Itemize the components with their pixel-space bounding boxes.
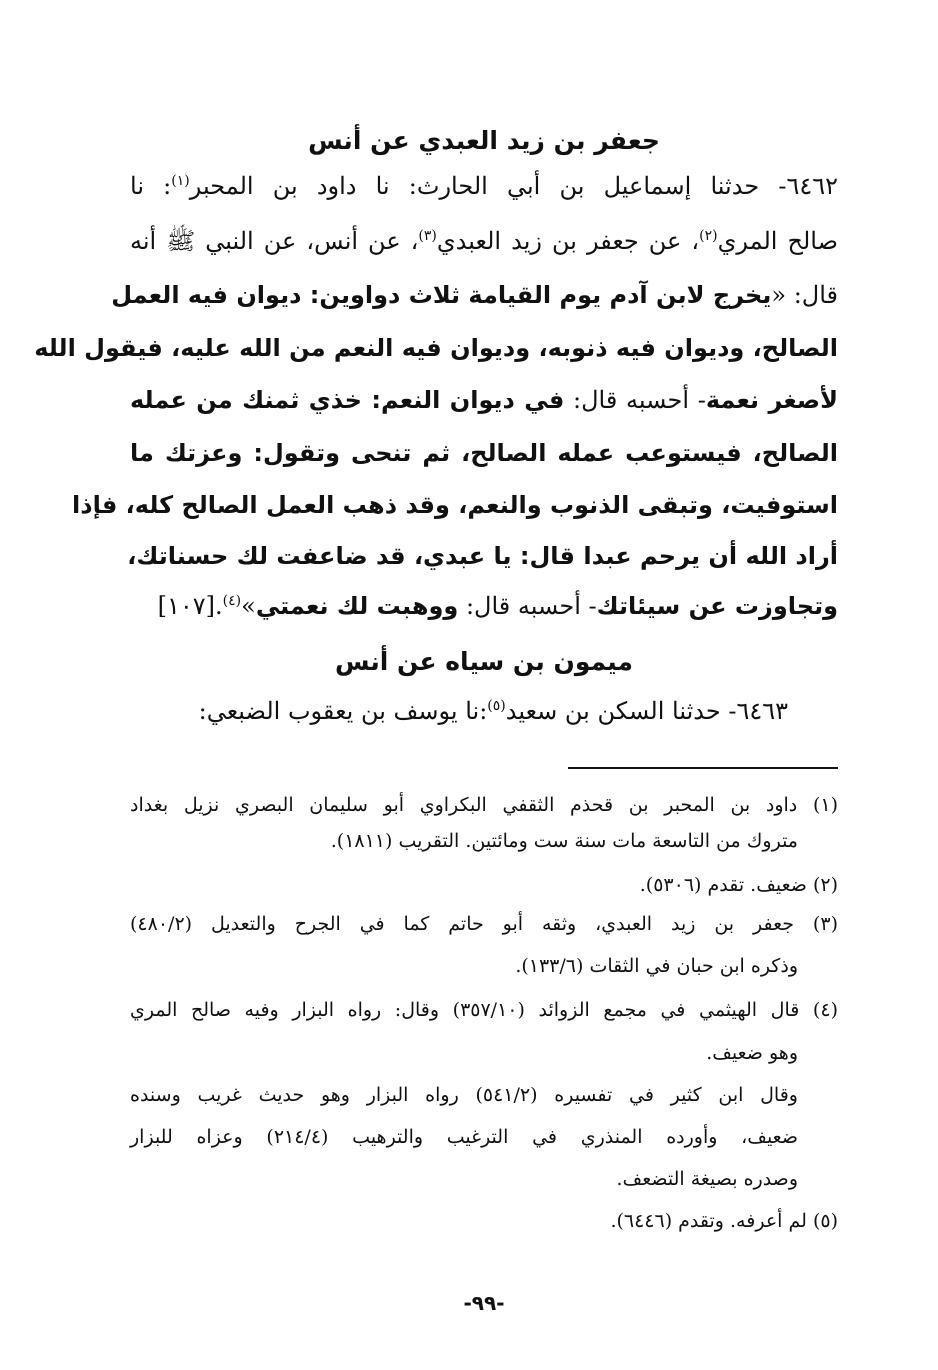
hadith-text-bold: وتجاوزت عن سيئاتك: [596, 592, 838, 620]
footnote-ref-5[interactable]: (٥): [487, 698, 506, 714]
hadith-6462-line-6: الصالح، فيستوعب عمله الصالح، ثم تنحى وتقول: وعزتك ما: [130, 439, 838, 467]
hadith-6462-line-1: [130, 168, 838, 204]
footnote-3-line-1: (٣) جعفر بن زيد العبدي، وثقه أبو حاتم كما في الجرح والتعديل (٤٨٠/٢): [130, 913, 838, 935]
hadith-text-bold: في ديوان النعم: خذي ثمنك من عمله: [130, 386, 565, 414]
footnote-ref-3[interactable]: (٣): [418, 228, 437, 244]
hadith-text-bold: لأصغر نعمة: [705, 386, 838, 414]
text: :نا يوسف بن يعقوب الضبعي:: [198, 697, 488, 725]
section-heading-maymun: ميمون بن سياه عن أنس: [335, 647, 633, 676]
text: ٦٤٦٣- حدثنا السكن بن سعيد: [505, 697, 788, 725]
text: : نا: [130, 172, 172, 200]
footnote-ref-1[interactable]: (١): [171, 173, 190, 189]
footnote-5: (٥) لم أعرفه. وتقدم (٦٤٤٦).: [610, 1210, 838, 1232]
narrator-note: - أحسبه قال:: [564, 386, 706, 414]
page-number: -٩٩-: [463, 1291, 505, 1315]
footnote-4-line-3: وقال ابن كثير في تفسيره (٥٤١/٢) رواه البزار وهو حديث غريب وسنده: [130, 1084, 798, 1106]
footnote-3-line-2: وذكره ابن حبان في الثقات (١٣٣/٦).: [515, 955, 798, 977]
text: ، عن أنس، عن النبي ﷺ أنه: [130, 227, 419, 255]
footnote-1-line-1: (١) داود بن المحبر بن قحذم الثقفي البكراوي أبو سليمان البصري نزيل بغداد: [130, 794, 838, 816]
hadith-6462-line-2: [130, 223, 838, 259]
footnote-1-line-2: متروك من التاسعة مات سنة ست ومائتين. التقريب (١٨١١).: [330, 830, 798, 852]
hadith-6462-line-8: أراد الله أن يرحم عبدا قال: يا عبدي، قد ضاعفت لك حسناتك،: [127, 542, 838, 570]
hadith-6462-line-5: [130, 382, 838, 418]
footnote-separator: [568, 767, 838, 769]
page: [34, 0, 838, 1370]
hadith-6462-line-3: [111, 277, 838, 313]
footnote-4-line-4: ضعيف، وأورده المنذري في الترغيب والترهيب (٢١٤/٤) وعزاه للبزار: [130, 1126, 798, 1148]
footnote-2: (٢) ضعيف. تقدم (٥٣٠٦).: [639, 874, 838, 896]
hadith-6463-line-1: [130, 693, 788, 729]
text: »: [241, 592, 256, 620]
footnote-ref-4[interactable]: (٤): [222, 593, 242, 609]
hadith-6462-line-4: الصالح، وديوان فيه ذنوبه، وديوان فيه النعم من الله عليه، فيقول الله: [34, 334, 838, 362]
hadith-text-bold: يخرج لابن آدم يوم القيامة ثلاث دواوين: ديوان فيه العمل: [111, 281, 772, 309]
narrator-note: - أحسبه قال:: [458, 592, 597, 620]
text: قال: «: [771, 281, 838, 309]
text: ٦٤٦٢- حدثنا إسماعيل بن أبي الحارث: نا داود بن المحبر: [189, 172, 838, 200]
section-heading-jafar: جعفر بن زيد العبدي عن أنس: [308, 126, 660, 155]
hadith-6462-line-9: [158, 588, 838, 624]
footnote-4-line-2: وهو ضعيف.: [706, 1042, 798, 1064]
footnote-ref-2[interactable]: (٢): [699, 228, 718, 244]
text: صالح المري: [717, 227, 838, 255]
hadith-6462-line-7: استوفيت، وتبقى الذنوب والنعم، وقد ذهب العمل الصالح كله، فإذا: [72, 491, 838, 519]
footnote-4-line-5: وصدره بصيغة التضعف.: [616, 1168, 798, 1190]
hadith-text-bold: ووهبت لك نعمتي: [255, 592, 459, 620]
footnote-4-line-1: (٤) قال الهيثمي في مجمع الزوائد (٣٥٧/١٠) وقال: رواه البزار وفيه صالح المري: [130, 999, 838, 1021]
hadith-number-bracket: .[١٠٧]: [157, 592, 223, 620]
text: ، عن جعفر بن زيد العبدي: [436, 227, 700, 255]
